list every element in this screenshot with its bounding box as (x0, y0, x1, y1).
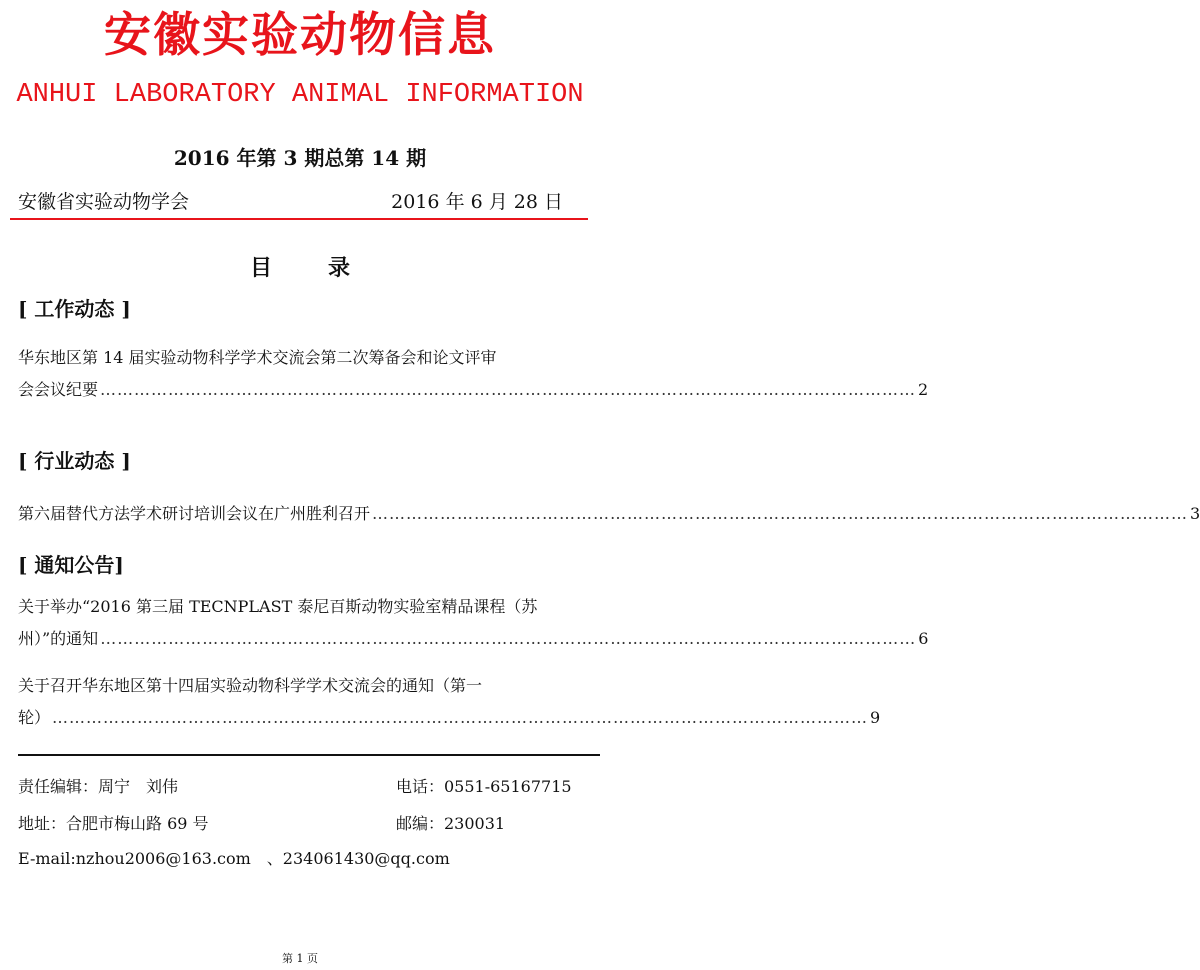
contact-divider (18, 754, 600, 756)
dot-leader: ……………………………………………………………………………………………………………………………… (52, 708, 869, 727)
toc-entry-title-cont: 会会议纪要 (18, 380, 99, 399)
masthead-title-cn: 安徽实验动物信息 (104, 8, 496, 63)
toc-entry-title: 华东地区第 14 届实验动物科学学术交流会第二次筹备会和论文评审 (18, 348, 497, 367)
dot-leader: ……………………………………………………………………………………………………………………………… (372, 504, 1189, 523)
phone-info: 电话：0551-65167715 (396, 777, 572, 796)
toc-entry[interactable] (18, 498, 1200, 530)
email-info[interactable]: E-mail:nzhou2006@163.com 、234061430@qq.com (18, 849, 450, 868)
dot-leader: ……………………………………………………………………………………………………………………………… (100, 380, 917, 399)
postcode-info: 邮编：230031 (396, 814, 506, 833)
toc-entry[interactable] (18, 670, 881, 734)
address-info: 地址：合肥市梅山路 69 号 (18, 814, 209, 833)
toc-entry[interactable] (18, 591, 929, 655)
toc-entry-page: 2 (918, 380, 929, 399)
page-number: 第 1 页 (282, 952, 318, 965)
publish-date: 2016 年 6 月 28 日 (391, 191, 563, 213)
toc-entry-title: 第六届替代方法学术研讨培训会议在广州胜利召开 (18, 504, 371, 523)
toc-section-heading: [ 工作动态 ] (18, 297, 131, 321)
toc-entry-title: 关于召开华东地区第十四届实验动物科学学术交流会的通知（第一 (18, 676, 483, 695)
issue-number: 2016 年第 3 期总第 14 期 (173, 146, 427, 170)
toc-entry-title-cont: 州）”的通知 (18, 629, 99, 648)
publisher-name: 安徽省实验动物学会 (18, 191, 190, 213)
toc-entry-title: 关于举办“2016 第三届 TECNPLAST 泰尼百斯动物实验室精品课程（苏 (18, 597, 538, 616)
toc-entry-page: 3 (1190, 504, 1200, 523)
toc-entry-title-cont: 轮） (18, 708, 51, 727)
toc-entry-page: 9 (870, 708, 881, 727)
editor-info: 责任编辑：周宁 刘伟 (18, 777, 179, 796)
toc-entry[interactable] (18, 342, 929, 406)
header-divider (10, 218, 588, 220)
toc-title: 目录 (249, 255, 406, 281)
toc-section-heading: [ 通知公告] (18, 553, 124, 577)
masthead-title-en: ANHUI LABORATORY ANIMAL INFORMATION (16, 80, 584, 110)
dot-leader: ……………………………………………………………………………………………………………………………… (100, 629, 917, 648)
toc-entry-page: 6 (918, 629, 929, 648)
toc-section-heading: [ 行业动态 ] (18, 449, 131, 473)
